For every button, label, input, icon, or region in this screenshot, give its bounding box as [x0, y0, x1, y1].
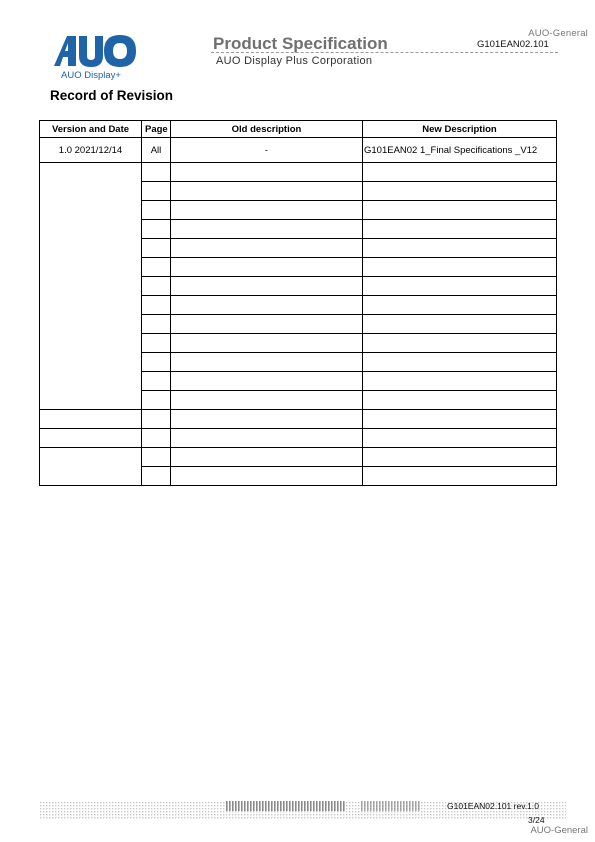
page-cell [142, 334, 171, 353]
new-description-cell [363, 448, 557, 467]
page-cell [142, 353, 171, 372]
table-row [40, 410, 557, 429]
old-description-cell [171, 353, 363, 372]
new-description-cell [363, 353, 557, 372]
page-number: 3/24 [528, 815, 545, 825]
section-title: Record of Revision [50, 88, 174, 103]
new-description-cell [363, 391, 557, 410]
table-row [40, 138, 557, 163]
column-header-page: Page [142, 121, 171, 138]
new-description-cell: G101EAN02 1_Final Specifications _V12 [363, 138, 557, 163]
new-description-cell [363, 201, 557, 220]
column-header-old-description: Old description [171, 121, 363, 138]
revision-table [39, 120, 557, 486]
new-description-cell [363, 239, 557, 258]
auo-logo [52, 33, 138, 85]
old-description-cell [171, 467, 363, 486]
old-description-cell: - [171, 138, 363, 163]
old-description-cell [171, 258, 363, 277]
page-cell [142, 372, 171, 391]
old-description-cell [171, 315, 363, 334]
page-cell [142, 258, 171, 277]
new-description-cell [363, 163, 557, 182]
table-row [40, 448, 557, 467]
column-header-version-date: Version and Date [40, 121, 142, 138]
page-cell [142, 391, 171, 410]
company-name: AUO Display Plus Corporation [216, 55, 373, 67]
old-description-cell [171, 220, 363, 239]
new-description-cell [363, 372, 557, 391]
old-description-cell [171, 334, 363, 353]
version-date-cell [40, 410, 142, 429]
page-cell [142, 410, 171, 429]
old-description-cell [171, 296, 363, 315]
old-description-cell [171, 429, 363, 448]
page-cell [142, 277, 171, 296]
new-description-cell [363, 277, 557, 296]
new-description-cell [363, 467, 557, 486]
version-date-cell [40, 448, 142, 486]
page-cell [142, 296, 171, 315]
table-header-row [40, 121, 557, 138]
document-title: Product Specification [213, 34, 388, 53]
page-cell [142, 182, 171, 201]
old-description-cell [171, 410, 363, 429]
header-divider [211, 52, 558, 53]
page-cell [142, 315, 171, 334]
new-description-cell [363, 258, 557, 277]
page-cell [142, 163, 171, 182]
old-description-cell [171, 182, 363, 201]
column-header-new-description: New Description [363, 121, 557, 138]
page-cell [142, 429, 171, 448]
page-cell: All [142, 138, 171, 163]
new-description-cell [363, 429, 557, 448]
old-description-cell [171, 391, 363, 410]
version-date-cell [40, 163, 142, 410]
new-description-cell [363, 334, 557, 353]
page-cell [142, 239, 171, 258]
page-cell [142, 448, 171, 467]
old-description-cell [171, 163, 363, 182]
logo-subtitle: AUO Display+ [61, 70, 121, 81]
table-row [40, 429, 557, 448]
page-cell [142, 220, 171, 239]
version-date-cell [40, 429, 142, 448]
page-cell [142, 201, 171, 220]
new-description-cell [363, 220, 557, 239]
page-cell [142, 467, 171, 486]
old-description-cell [171, 239, 363, 258]
old-description-cell [171, 448, 363, 467]
old-description-cell [171, 277, 363, 296]
header-model-number: G101EAN02.101 [477, 39, 549, 50]
classification-label-top: AUO-General [528, 28, 588, 39]
new-description-cell [363, 410, 557, 429]
version-date-cell: 1.0 2021/12/14 [40, 138, 142, 163]
classification-label-bottom: AUO-General [530, 825, 588, 836]
new-description-cell [363, 296, 557, 315]
new-description-cell [363, 315, 557, 334]
table-row [40, 163, 557, 182]
auo-logo-mark [52, 33, 138, 69]
old-description-cell [171, 372, 363, 391]
old-description-cell [171, 201, 363, 220]
new-description-cell [363, 182, 557, 201]
footer-model-revision: G101EAN02.101 rev.1.0 [447, 801, 539, 811]
